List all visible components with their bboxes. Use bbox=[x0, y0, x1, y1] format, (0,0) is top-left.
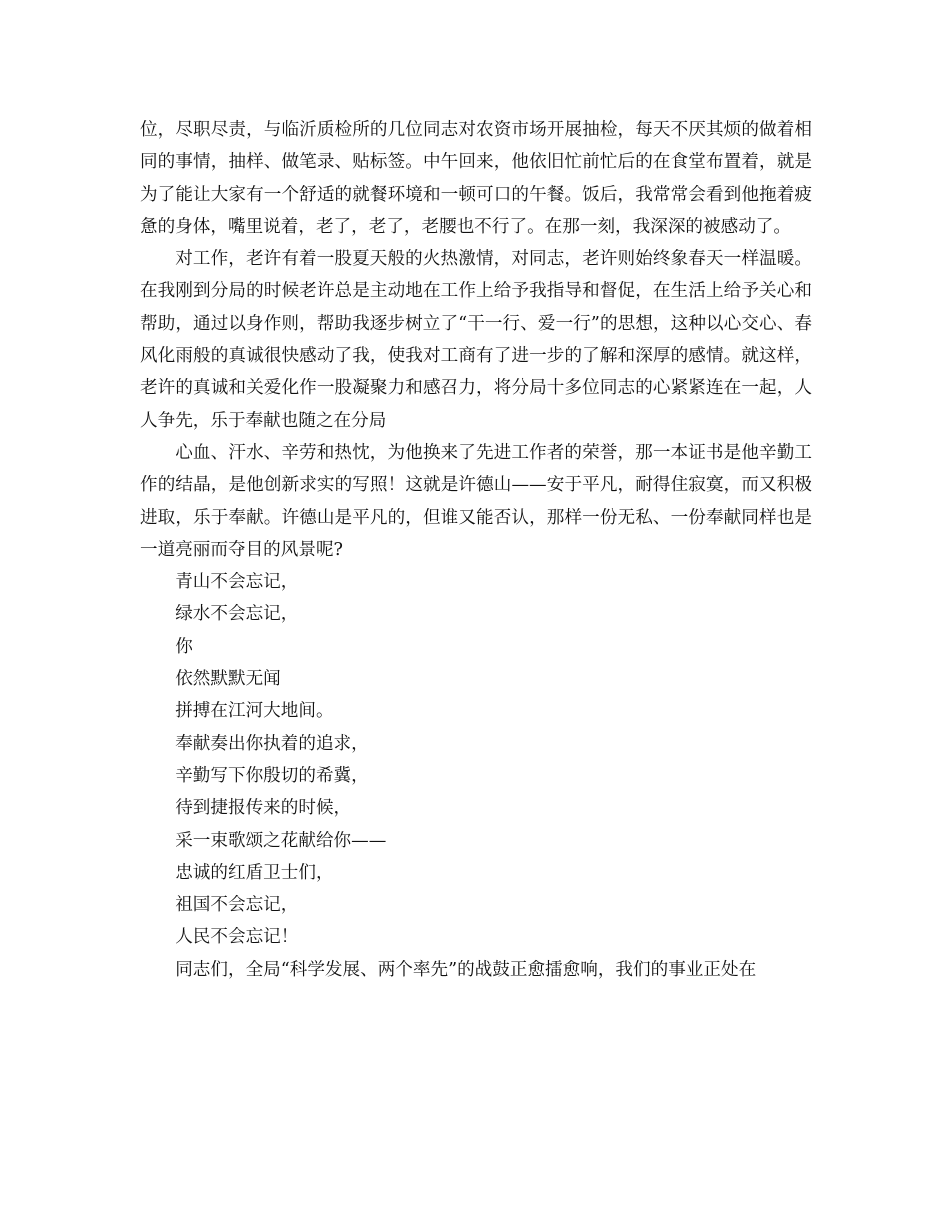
document-body bbox=[140, 114, 812, 986]
poem-line: 忠诚的红盾卫士们， bbox=[175, 862, 334, 883]
poem-line: 青山不会忘记， bbox=[175, 572, 299, 593]
poem bbox=[140, 566, 812, 954]
paragraph-continued: 位，尽职尽责，与临沂质检所的几位同志对农资市场开展抽检，每天不厌其烦的做着相同的事情，抽样、做笔录、贴标签。中午回来，他依旧忙前忙后的在食堂布置着，就是为了能让大家有一个舒适的就餐环境和一顿可口的午餐。饭后，我常常会看到他拖着疲惫的身体，嘴里说着，老了，老了，老腰也不行了。在那一刻，我深深的被感动了。 bbox=[140, 120, 812, 237]
poem-line: 待到捷报传来的时候， bbox=[175, 798, 352, 819]
paragraph-honor: 心血、汗水、辛劳和热忱，为他换来了先进工作者的荣誉，那一本证书是他辛勤工作的结晶，是他创新求实的写照！这就是许德山——安于平凡，耐得住寂寞，而又积极进取，乐于奉献。许德山是平凡的，但谁又能否认，那样一份无私、一份奉献同样也是一道亮丽而夺目的风景呢? bbox=[140, 442, 812, 560]
poem-line: 绿水不会忘记， bbox=[175, 604, 299, 625]
poem-line: 人民不会忘记！ bbox=[175, 927, 299, 948]
poem-line: 奉献奏出你执着的追求， bbox=[175, 733, 369, 754]
poem-line: 辛勤写下你殷切的希冀， bbox=[175, 765, 369, 786]
poem-line: 依然默默无闻 bbox=[175, 669, 281, 690]
poem-line: 采一束歌颂之花献给你—— bbox=[175, 830, 387, 851]
paragraph-work-attitude: 对工作，老许有着一股夏天般的火热激情，对同志，老许则始终象春天一样温暖。在我刚到分局的时候老许总是主动地在工作上给予我指导和督促，在生活上给予关心和帮助，通过以身作则，帮助我逐步树立了“干一行、爱一行”的思想，这种以心交心、春风化雨般的真诚很快感动了我，使我对工商有了进一步的了解和深厚的感情。就这样，老许的真诚和关爱化作一股凝聚力和感召力，将分局十多位同志的心紧紧连在一起，人人争先，乐于奉献也随之在分局 bbox=[140, 249, 812, 431]
poem-line: 祖国不会忘记， bbox=[175, 895, 299, 916]
poem-line: 拼搏在江河大地间。 bbox=[175, 701, 334, 722]
poem-line: 你 bbox=[175, 636, 193, 657]
closing-line: 同志们，全局“科学发展、两个率先”的战鼓正愈擂愈响，我们的事业正处在 bbox=[175, 959, 757, 980]
